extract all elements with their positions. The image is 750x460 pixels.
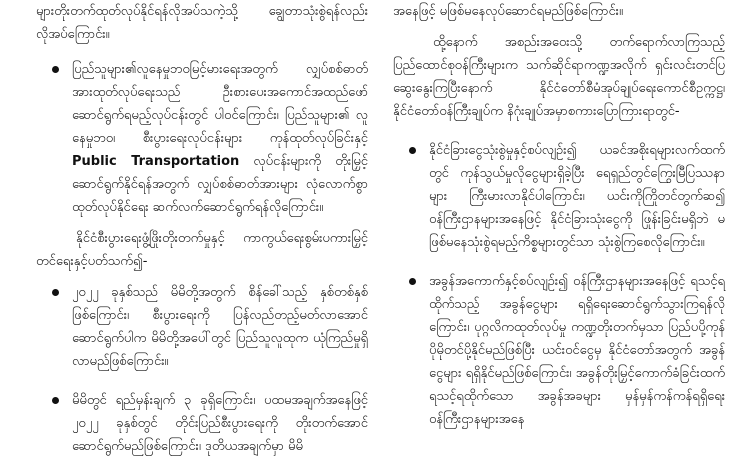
bullet-dot-icon bbox=[52, 397, 59, 404]
bullet-dot-icon bbox=[409, 278, 416, 285]
bullet-dot-icon bbox=[52, 289, 59, 296]
bullet-item-taxation bbox=[393, 270, 725, 431]
bullet-text: အခွန်အကောက်နှင့်စပ်လျဉ်း၍ ဝန်ကြီးဌာနများအနေဖြင့် ရသင့်ရထိုက်သည့် အခွန်ငွေများ ရရှိရေးဆောင်ရွက်သွားကြရန်လိုကြောင်း၊ ပုဂ္ဂလိကထုတ်လုပ်မှု ကဏ္ဍတိုးတက်မှသာ ပြည်ပပို့ကုန်ပိုမိုတင်ပို့နိုင်မည်ဖြစ်ပြီး ယင်းဝင်ငွေမှ နိုင်ငံတော်အတွက် အခွန်ငွေများ ရရှိနိုင်မည်ဖြစ်ကြောင်း၊ အခွန်တိုးမြှင့်ကောက်ခံခြင်းထက် ရသင့်ရထိုက်သော အခွန်အခများ မှန်မှန်ကန်ကန်ရရှိရေး ဝန်ကြီးဌာနများအနေ bbox=[429, 274, 725, 427]
bullet-text: နိုင်ငံခြားငွေသုံးစွဲမှုနှင့်စပ်လျဉ်း၍ ယခင်အစိုးရများလက်ထက်တွင် ကုန်သွယ်မှုလိုငွေများရှိခဲ့ပြီး ရေရှည်တွင်ကြွေးမြီပြဿနာများ ကြီးမားလာနိုင်ပါကြောင်း၊ ယင်းကိုကြိုတင်တွက်ဆ၍ ဝန်ကြီးဌာနများအနေဖြင့် နိုင်ငံခြားသုံးငွေကို ဖြုန်းခြင်းမရှိဘဲ မဖြစ်မနေသုံးစွဲရမည့်ကိစ္စများတွင်သာ သုံးစွဲကြစေလိုကြောင်း။ bbox=[429, 143, 725, 250]
bullet-item-three-goals bbox=[36, 389, 368, 458]
bullet-text-part-2: လုပ်ငန်းများကို တိုးမြှင့်ဆောင်ရွက်နိုင်ရန်အတွက် လျှပ်စစ်ဓာတ်အားများ လုံလောက်စွာထုတ်လုပ်နိုင်ရေး ဆက်လက်ဆောင်ရွက်ရန်လိုကြောင်း။ bbox=[72, 154, 368, 215]
economy-defense-paragraph: နိုင်ငံစီးပွားရေးဖွံ့ဖြိုးတိုးတက်မှုနှင့် ကာကွယ်ရေးစွမ်းပကားမြှင့်တင်ရေးနှင့်ပတ်သက်၍- bbox=[36, 231, 368, 269]
bullet-text: မိမိတွင် ရည်မှန်းချက် ၃ ခုရှိကြောင်း၊ ပထမအချက်အနေဖြင့် ၂၀၂၂ ခုနှစ်တွင် တိုင်းပြည်စီးပွားရေးကို တိုးတက်အောင်ဆောင်ရွက်မည်ဖြစ်ကြောင်း၊ ဒုတိယအချက်မှာ မိမိ bbox=[72, 393, 368, 454]
left-column bbox=[36, 0, 368, 458]
ministers-discussion-paragraph: ထို့နောက် အစည်းအဝေးသို့ တက်ရောက်လာကြသည့်ပြည်ထောင်စုဝန်ကြီးများက သက်ဆိုင်ရာကဏ္ဍအလိုက် ရှင်းလင်းတင်ပြဆွေးနွေးကြပြီးနောက် နိုင်ငံတော်စီမံအုပ်ချုပ်ရေးကောင်စီဥက္ကဋ္ဌ၊ နိုင်ငံတော်ဝန်ကြီးချုပ်က နိဂုံးချုပ်အမှာစကားပြောကြားရာတွင်- bbox=[393, 35, 725, 119]
bullet-item-year-2022 bbox=[36, 281, 368, 373]
bullet-item-foreign-currency bbox=[393, 139, 725, 254]
bullet-text-english-term: Public Transportation bbox=[72, 154, 240, 169]
left-continuation-text: များတိုးတက်ထုတ်လုပ်နိုင်ရန်လိုအပ်သကဲ့သို့ ချွေတာသုံးစွဲရန်လည်း လိုအပ်ကြောင်း။ bbox=[36, 4, 368, 42]
right-column bbox=[393, 0, 725, 431]
bullet-item-electricity bbox=[36, 58, 368, 219]
bullet-text: ၂၀၂၂ ခုနှစ်သည် မိမိတို့အတွက် စိန်ခေါ်သည့် နှစ်တစ်နှစ်ဖြစ်ကြောင်း၊ စီးပွားရေးကို ပြန်လည်တည့်မတ်လာအောင်ဆောင်ရွက်ပါက မိမိတို့အပေါ်တွင် ပြည်သူလူထုက ယုံကြည်မှုရှိလာမည်ဖြစ်ကြောင်း။ bbox=[72, 285, 368, 369]
bullet-dot-icon bbox=[52, 66, 59, 73]
right-continuation-text: အနေဖြင့် မဖြစ်မနေလုပ်ဆောင်ရမည်ဖြစ်ကြောင်း။ bbox=[393, 4, 623, 19]
bullet-text-part-1: ပြည်သူများ၏လူနေမှုဘဝမြင့်မားရေးအတွက် လျှပ်စစ်ဓာတ်အားထုတ်လုပ်ရေးသည် ဦးစားပေးအကောင်အထည်ဖော်ဆောင်ရွက်ရမည့်လုပ်ငန်းတွင် ပါဝင်ကြောင်း၊ ပြည်သူများ၏ လူနေမှုဘဝ၊ စီးပွားရေးလုပ်ငန်းများ ကုန်ထုတ်လုပ်ခြင်းနှင့် bbox=[72, 62, 368, 146]
bullet-dot-icon bbox=[409, 147, 416, 154]
